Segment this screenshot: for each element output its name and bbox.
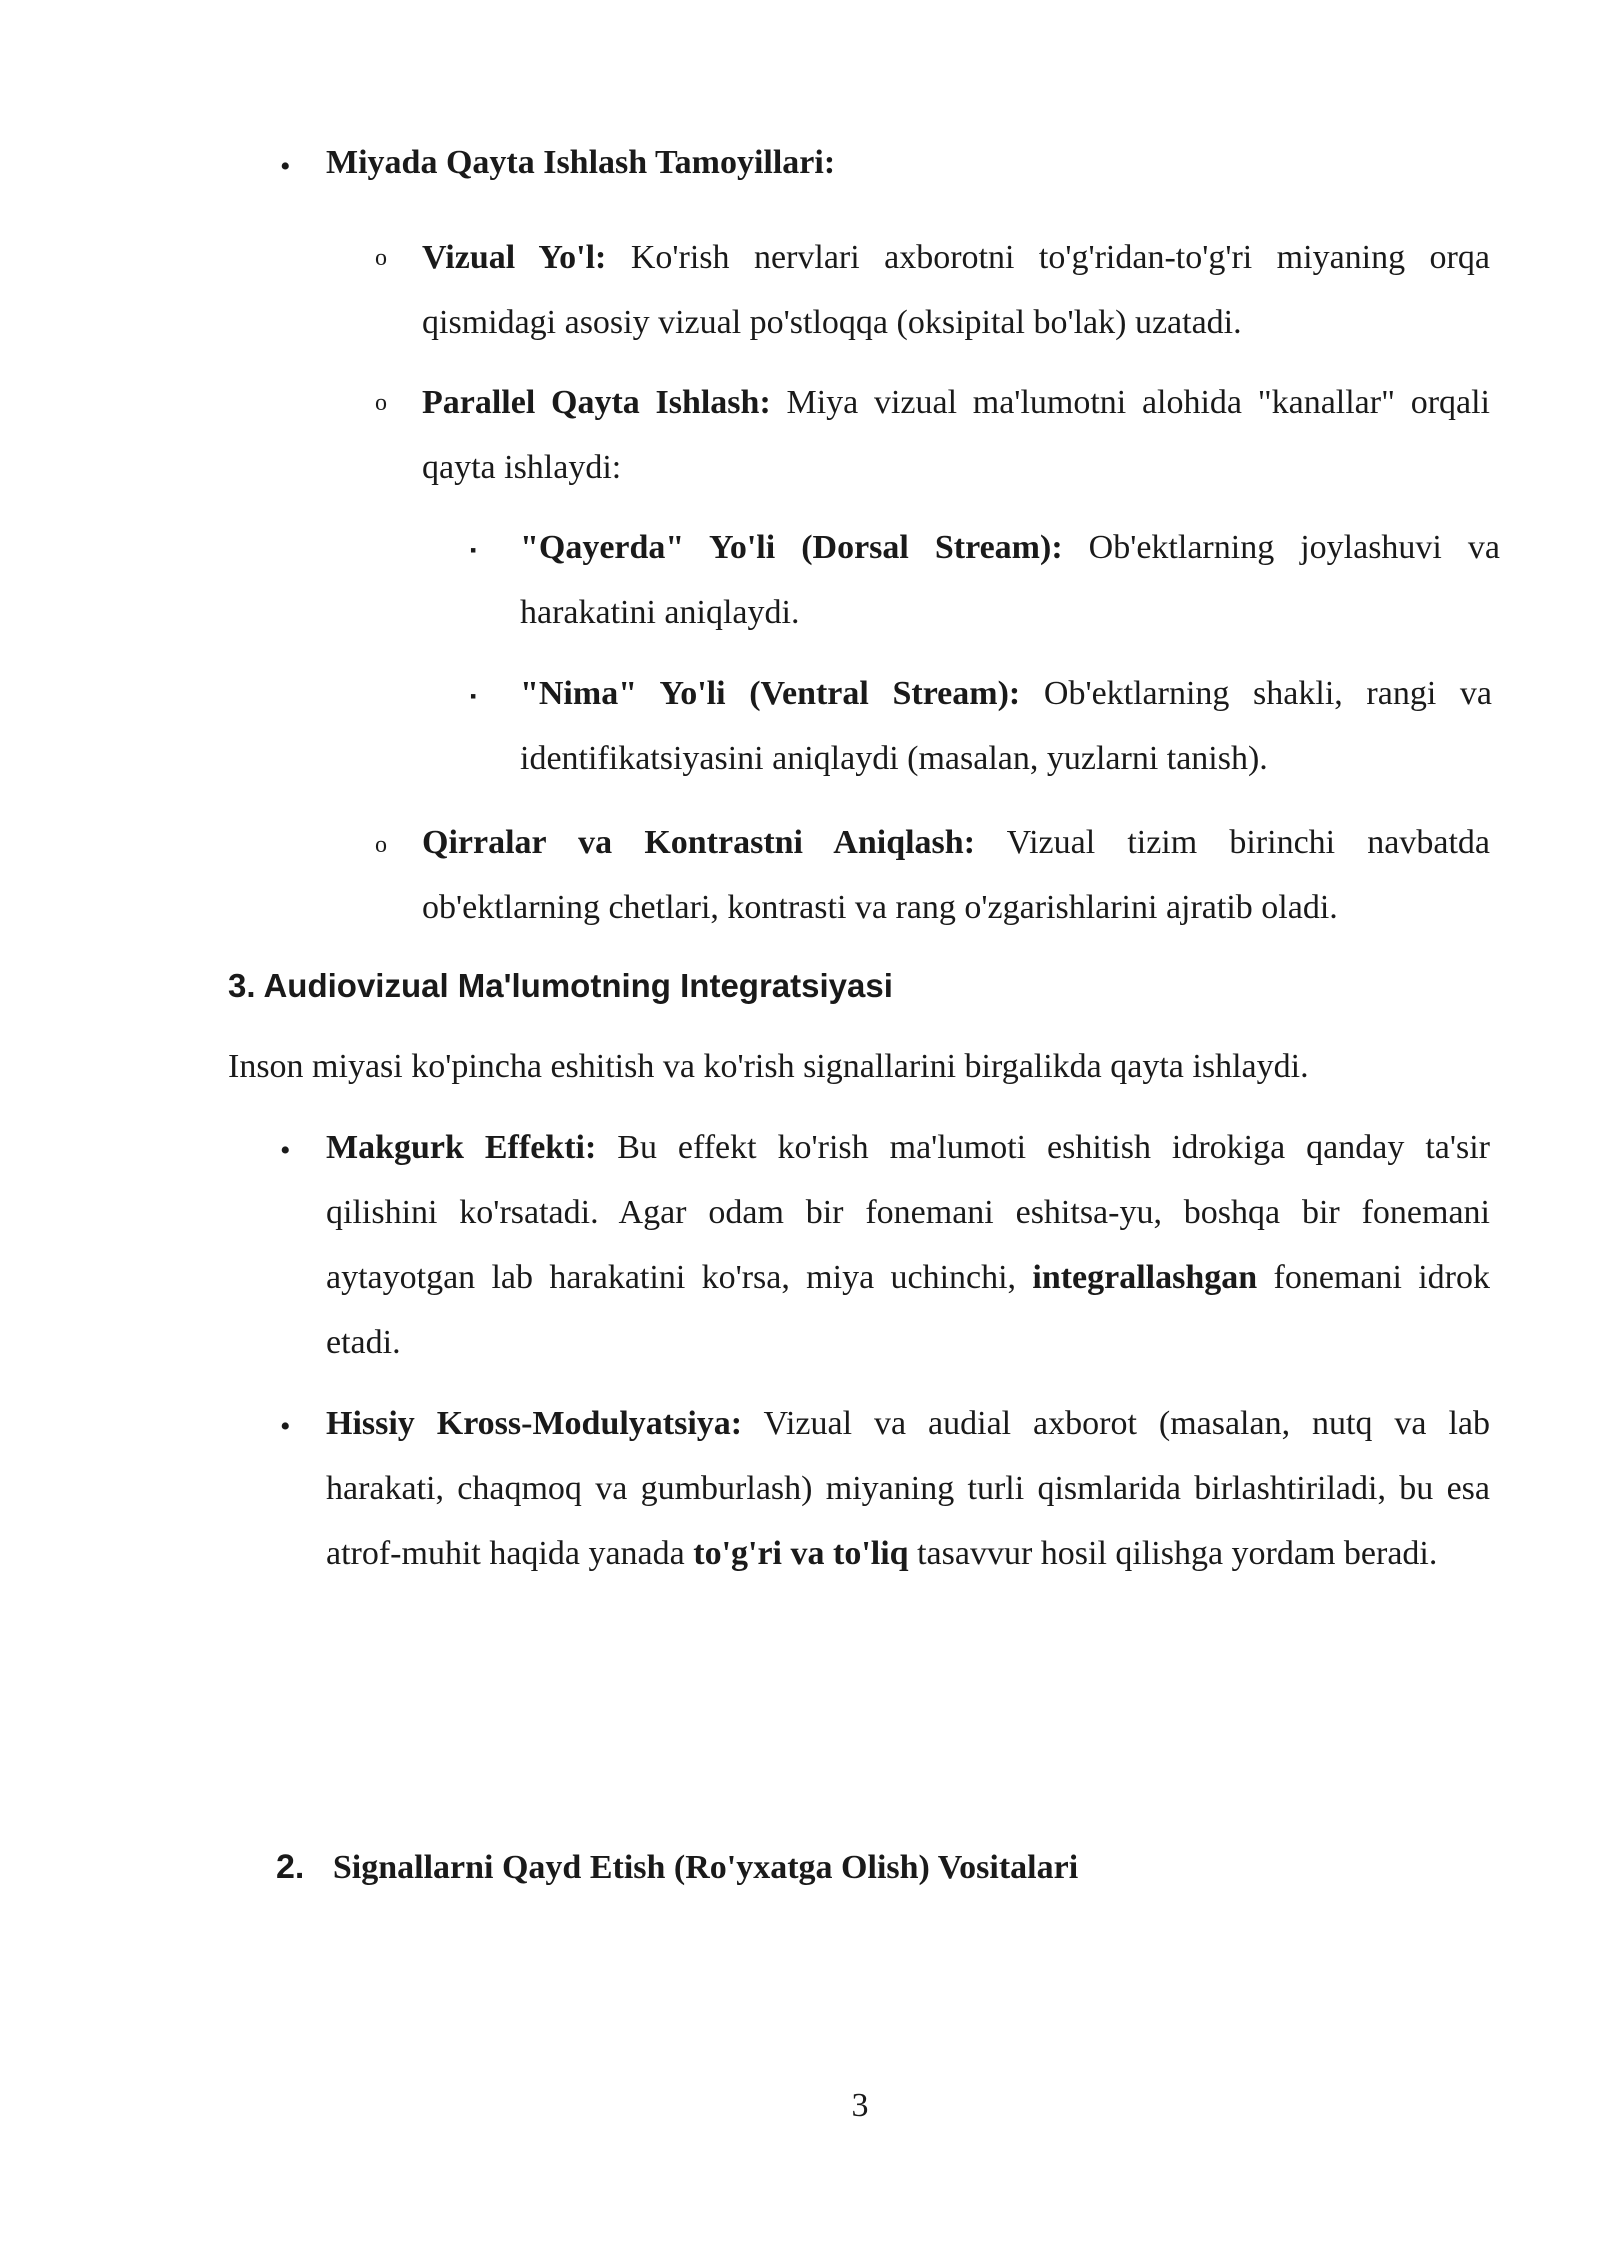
sub-sub-bullet-marker: ▪ [470,686,477,706]
parallel-text: Miya vizual ma'lumotni alohida "kanallar" orqali qayta ishlaydi: [422,384,1490,486]
page-number: 3 [851,2087,869,2124]
bullet-marker: • [280,150,291,183]
sub-bullet-marker: o [375,832,387,858]
section-2-title: Signallarni Qayd Etish (Ro'yxatga Olish) Vositalari [332,1849,1079,1886]
mcgurk-effect-item: Makgurk Effekti: Bu effekt ko'rish ma'lumoti eshitish idrokiga qanday ta'sir qilishini ko'rsatadi. Agar odam bir fonemani eshitsa-yu, boshqa bir fonemani aytayotgan lab harakatini ko'rsa, miya uchinchi, integrallashgan fonemani idrok etadi. [326,1129,1490,1361]
ventral-stream-item [520,661,1492,791]
dorsal-text: Ob'ektlarning joylashuvi va harakatini aniqlaydi. [520,529,1500,631]
bullet-marker: • [280,1134,291,1167]
section-number: 2. [276,1848,305,1886]
edges-contrast-item [422,810,1490,940]
visual-path-term: Vizual Yo'l: [422,239,607,276]
parallel-term: Parallel Qayta Ishlash: [422,384,771,421]
sub-sub-bullet-marker: ▪ [470,540,477,560]
bullet-marker: • [280,1410,291,1443]
edges-term: Qirralar va Kontrastni Aniqlash: [422,824,976,861]
visual-path-item [422,225,1490,355]
integrallashgan-bold: integrallashgan [1032,1259,1258,1296]
dorsal-stream-item [520,515,1500,645]
cross-modulation-term: Hissiy Kross-Modulyatsiya: [326,1405,743,1442]
edges-text: Vizual tizim birinchi navbatda ob'ektlarning chetlari, kontrasti va rang o'zgarishlarini ajratib oladi. [422,824,1490,926]
visual-path-text: Ko'rish nervlari axborotni to'g'ridan-to'g'ri miyaning orqa qismidagi asosiy vizual po'stloqqa (oksipital bo'lak) uzatadi. [422,239,1490,341]
parallel-processing-item [422,370,1490,500]
principles-heading: Miyada Qayta Ishlash Tamoyillari: [326,144,836,181]
cross-modulation-item: Hissiy Kross-Modulyatsiya: Vizual va audial axborot (masalan, nutq va lab harakati, chaqmoq va gumburlash) miyaning turli qismlarida birlashtiriladi, bu esa atrof-muhit haqida yanada to'g'ri va to'liq tasavvur hosil qilishga yordam beradi. [326,1405,1490,1572]
dorsal-term: "Qayerda" Yo'li (Dorsal Stream): [520,529,1063,566]
section-3-heading: 3. Audiovizual Ma'lumotning Integratsiyasi [228,967,893,1004]
sub-bullet-marker: o [375,390,387,416]
ventral-text: Ob'ektlarning shakli, rangi va identifikatsiyasini aniqlaydi (masalan, yuzlarni tanish). [520,675,1492,777]
section-2-heading [276,1848,1496,1887]
correct-complete-bold: to'g'ri va to'liq [693,1535,909,1572]
ventral-term: "Nima" Yo'li (Ventral Stream): [520,675,1021,712]
sub-bullet-marker: o [375,245,387,271]
section-3-intro: Inson miyasi ko'pincha eshitish va ko'rish signallarini birgalikda qayta ishlaydi. [228,1048,1309,1085]
mcgurk-term: Makgurk Effekti: [326,1129,597,1166]
